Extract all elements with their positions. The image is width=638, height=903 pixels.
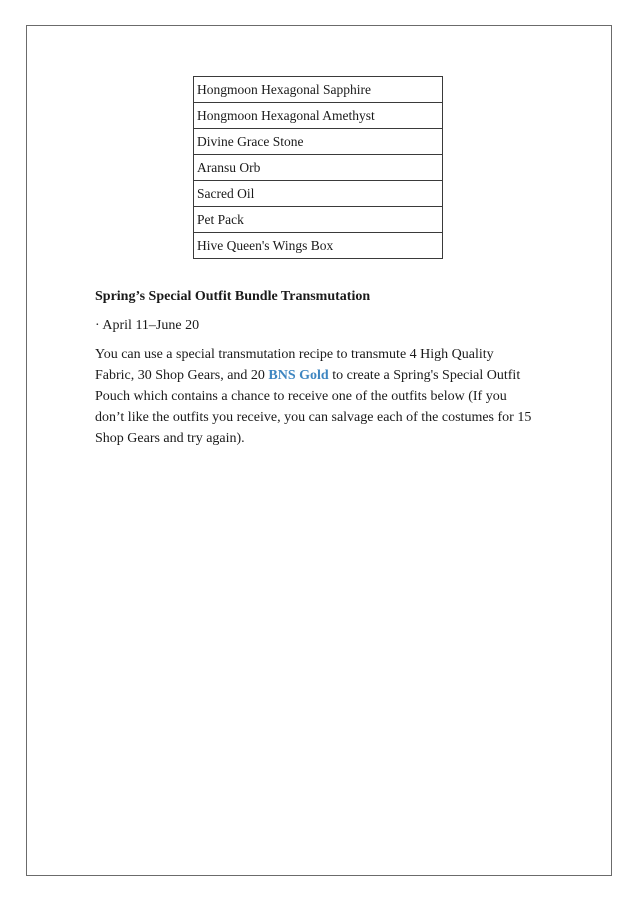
event-dates: · April 11–June 20 bbox=[95, 318, 200, 333]
table-cell: Hive Queen's Wings Box bbox=[194, 233, 443, 259]
table-row bbox=[194, 103, 443, 129]
table-row bbox=[194, 155, 443, 181]
section-heading: Spring’s Special Outfit Bundle Transmutation bbox=[95, 289, 371, 304]
description-text-start: You can use a special transmutation recipe to transmute 4 High Quality Fabric, 30 Shop Gears, and 20 bbox=[95, 347, 494, 383]
bns-gold-link[interactable]: BNS Gold bbox=[268, 368, 329, 383]
event-description bbox=[95, 344, 535, 449]
table-row bbox=[194, 233, 443, 259]
table-cell: Aransu Orb bbox=[194, 155, 443, 181]
table-cell: Hongmoon Hexagonal Amethyst bbox=[194, 103, 443, 129]
table-row bbox=[194, 207, 443, 233]
table-cell: Sacred Oil bbox=[194, 181, 443, 207]
table-cell: Hongmoon Hexagonal Sapphire bbox=[194, 77, 443, 103]
table-row bbox=[194, 181, 443, 207]
section-content bbox=[95, 286, 535, 449]
description-text-end: to create a Spring's Special Outfit Pouch which contains a chance to receive one of the outfits below (If you don’t like the outfits you receive, you can salvage each of the costumes for 15 Shop Gears and try again). bbox=[95, 368, 532, 446]
items-table bbox=[193, 76, 443, 259]
table-row bbox=[194, 129, 443, 155]
table-row bbox=[194, 77, 443, 103]
table-cell: Pet Pack bbox=[194, 207, 443, 233]
table-cell: Divine Grace Stone bbox=[194, 129, 443, 155]
